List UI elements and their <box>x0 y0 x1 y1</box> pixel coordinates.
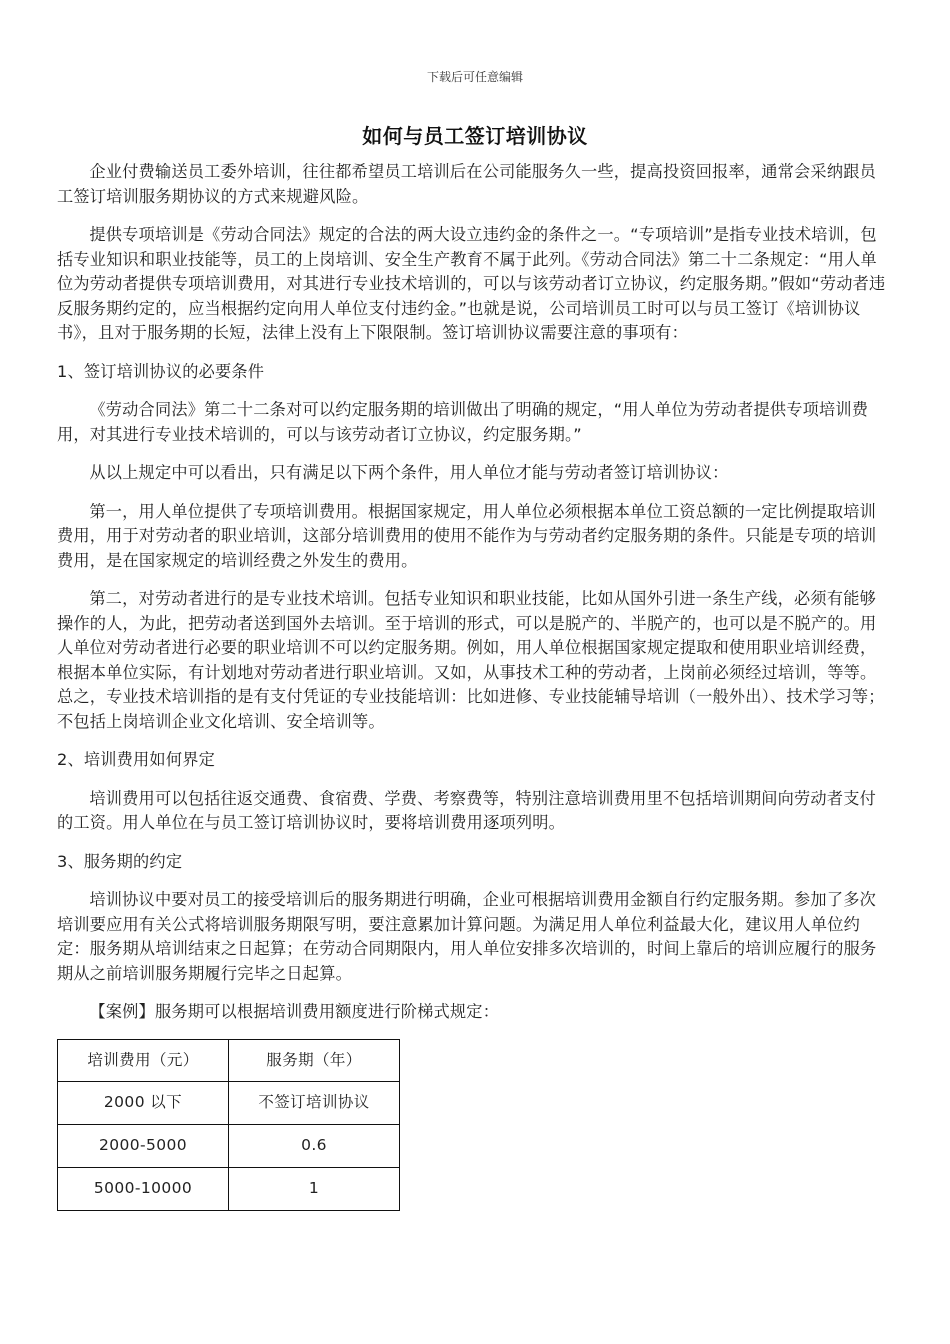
paragraph-intro: 企业付费输送员工委外培训，往往都希望员工培训后在公司能服务久一些，提高投资回报率，通常会采纳跟员工签订培训服务期协议的方式来规避风险。 <box>57 162 876 206</box>
table-header-row <box>58 1039 400 1081</box>
table-row <box>58 1167 400 1210</box>
table-cell: 1 <box>229 1167 400 1210</box>
table-row <box>58 1081 400 1124</box>
table-cell: 0.6 <box>229 1124 400 1167</box>
section-heading-2: 2、培训费用如何界定 <box>57 750 215 769</box>
paragraph-article-22: 《劳动合同法》第二十二条对可以约定服务期的培训做出了明确的规定，“用人单位为劳动者提供专项培训费用，对其进行专业技术培训的，可以与该劳动者订立协议，约定服务期。” <box>57 400 869 444</box>
section-heading-3: 3、服务期的约定 <box>57 851 183 871</box>
table-cell: 2000 以下 <box>58 1081 229 1124</box>
document-body <box>57 160 887 1211</box>
paragraph-condition-1: 第一，用人单位提供了专项培训费用。根据国家规定，用人单位必须根据本单位工资总额的一定比例提取培训费用，用于对劳动者的职业培训，这部分培训费用的使用不能作为与劳动者约定服务期的条件。只能是专项的培训费用，是在国家规定的培训经费之外发生的费用。 <box>57 501 877 570</box>
paragraph-case: 【案例】服务期可以根据培训费用额度进行阶梯式规定： <box>89 1002 500 1021</box>
section-heading-1: 1、签订培训协议的必要条件 <box>57 361 265 381</box>
table-row <box>58 1124 400 1167</box>
paragraph-condition-2: 第二，对劳动者进行的是专业技术培训。包括专业知识和职业技能，比如从国外引进一条生产线，必须有能够操作的人，为此，把劳动者送到国外去培训。至于培训的形式，可以是脱产的、半脱产的，也可以是不脱产的。用人单位对劳动者进行必要的职业培训不可以约定服务期。例如，用人单位根据国家规定提取和使用职业培训经费，根据本单位实际，有计划地对劳动者进行职业培训。又如，从事技术工种的劳动者，上岗前必须经过培训，等等。总之，专业技术培训指的是有支付凭证的专业技能培训：比如进修、专业技能辅导培训（一般外出）、技术学习等；不包括上岗培训企业文化培训、安全培训等。 <box>57 589 885 731</box>
paragraph-two-conditions: 从以上规定中可以看出，只有满足以下两个条件，用人单位才能与劳动者签订培训协议： <box>89 463 729 482</box>
table-cell: 5000-10000 <box>58 1167 229 1210</box>
paragraph-service-period: 培训协议中要对员工的接受培训后的服务期进行明确，企业可根据培训费用金额自行约定服务期。参加了多次培训要应用有关公式将培训服务期限写明，要注意累加计算问题。为满足用人单位利益最大化，建议用人单位约定：服务期从培训结束之日起算；在劳动合同期限内，用人单位安排多次培训的，时间上靠后的培训应履行的服务期从之前培训服务期履行完毕之日起算。 <box>57 890 877 983</box>
service-period-table <box>57 1039 400 1211</box>
paragraph-training-costs: 培训费用可以包括往返交通费、食宿费、学费、考察费等，特别注意培训费用里不包括培训期间向劳动者支付的工资。用人单位在与员工签订培训协议时，要将培训费用逐项列明。 <box>57 788 876 832</box>
document-title: 如何与员工签订培训协议 <box>362 124 588 148</box>
table-header-cell: 培训费用（元） <box>58 1039 229 1081</box>
table-cell: 2000-5000 <box>58 1124 229 1167</box>
header-note: 下载后可任意编辑 <box>426 70 523 84</box>
table-cell: 不签订培训协议 <box>229 1081 400 1124</box>
paragraph-legal-basis: 提供专项培训是《劳动合同法》规定的合法的两大设立违约金的条件之一。“专项培训”是指专业技术培训，包括专业知识和职业技能等，员工的上岗培训、安全生产教育不属于此列。《劳动合同法》第二十二条规定：“用人单位为劳动者提供专项培训费用，对其进行专业技术培训的，可以与该劳动者订立协议，约定服务期。”假如“劳动者违反服务期约定的，应当根据约定向用人单位支付违约金。”也就是说，公司培训员工时可以与员工签订《培训协议书》，且对于服务期的长短，法律上没有上下限限制。签订培训协议需要注意的事项有： <box>57 225 886 342</box>
table-header-cell: 服务期（年） <box>229 1039 400 1081</box>
